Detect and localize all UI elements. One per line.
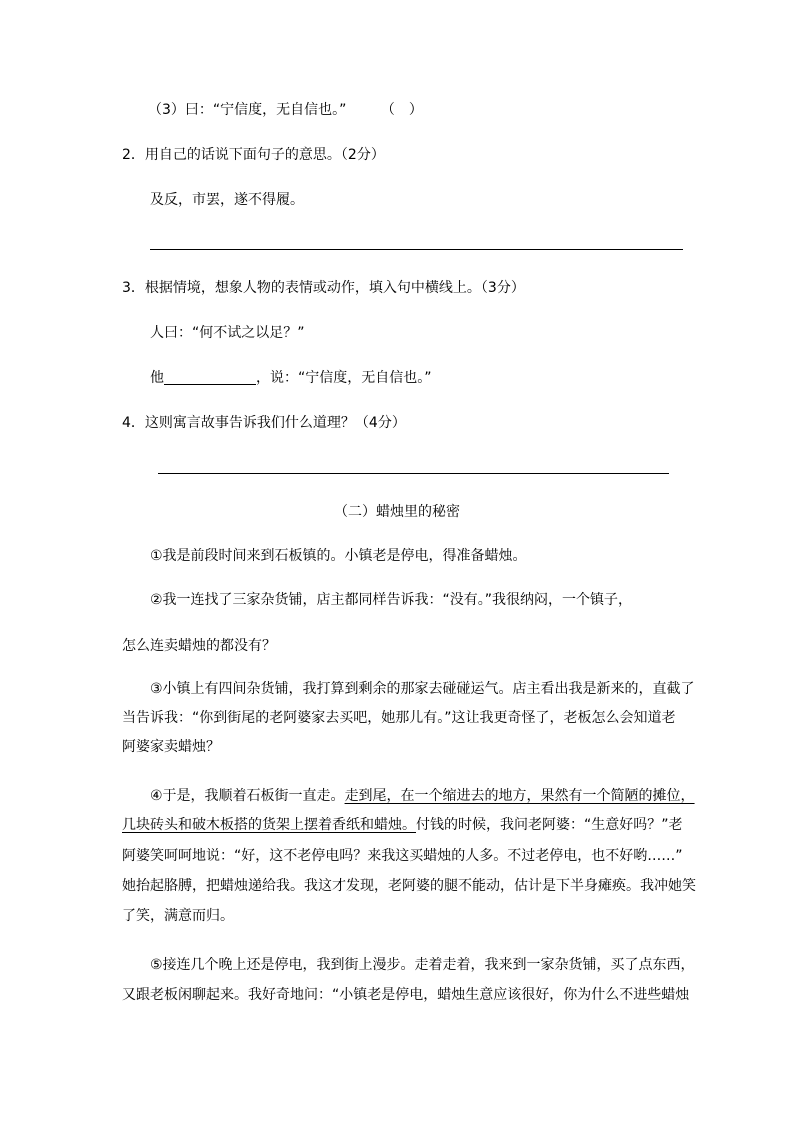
underlined-sentence: 走到尾，在一个缩进去的地方，果然有一个简陋的摊位， xyxy=(344,788,695,804)
paragraph-4-line-1 xyxy=(150,786,695,806)
paragraph-3-line-3: 阿婆家卖蜡烛？ xyxy=(122,739,220,755)
fill-in-blank[interactable] xyxy=(164,370,256,385)
question-3-subject: 他 xyxy=(150,370,164,386)
paragraph-4-line-5: 了笑，满意而归。 xyxy=(122,908,234,924)
paragraph-3-line-2: 当告诉我：“你到街尾的老阿婆家去买吧，她那儿有。”这让我更奇怪了，老板怎么会知道老 xyxy=(122,710,676,726)
paragraph-4-line-3: 阿婆笑呵呵地说：“好，这不老停电吗？来我这买蜡烛的人多。不过老停电，也不好哟……” xyxy=(122,848,683,864)
question-1-3 xyxy=(148,100,423,120)
question-3-line-1: 人曰：“何不试之以足？” xyxy=(150,325,305,341)
paragraph-1: ①我是前段时间来到石板镇的。小镇老是停电，得准备蜡烛。 xyxy=(150,548,527,564)
answer-line-q4[interactable] xyxy=(158,473,669,474)
paragraph-4-text: ④于是，我顺着石板街一直走。 xyxy=(150,788,345,804)
paragraph-2-line-2: 怎么连卖蜡烛的都没有？ xyxy=(122,638,276,654)
question-1-3-text: （3）曰：“宁信度，无自信也。” xyxy=(148,102,347,118)
question-3-prompt: 3．根据情境，想象人物的表情或动作，填入句中横线上。（3分） xyxy=(122,280,525,296)
answer-parentheses: （ ） xyxy=(380,102,423,118)
section-title: （二）蜡烛里的秘密 xyxy=(334,504,460,520)
paragraph-5-line-2: 又跟老板闲聊起来。我好奇地问：“小镇老是停电，蜡烛生意应该很好，你为什么不进些蜡烛 xyxy=(122,987,690,1003)
question-4-prompt: 4．这则寓言故事告诉我们什么道理？（4分） xyxy=(122,415,406,431)
paragraph-4-line-4: 她抬起胳膊，把蜡烛递给我。我这才发现，老阿婆的腿不能动，估计是下半身瘫痪。我冲她笑 xyxy=(122,878,696,894)
paragraph-4-text: 付钱的时候，我问老阿婆：“生意好吗？”老 xyxy=(416,817,683,833)
question-2-sentence: 及反，市罢，遂不得履。 xyxy=(150,192,304,208)
paragraph-2-line-1: ②我一连找了三家杂货铺，店主都同样告诉我：“没有。”我很纳闷，一个镇子， xyxy=(150,592,633,608)
question-2-prompt: 2．用自己的话说下面句子的意思。（2分） xyxy=(122,147,385,163)
paragraph-4-line-2 xyxy=(122,815,683,835)
underlined-sentence-end: 几块砖头和破木板搭的货架上摆着香纸和蜡烛。 xyxy=(122,817,416,833)
answer-line-q2[interactable] xyxy=(150,249,683,250)
question-3-line-2 xyxy=(150,368,432,388)
paragraph-3-line-1: ③小镇上有四间杂货铺，我打算到剩余的那家去碰碰运气。店主看出我是新来的，直截了 xyxy=(150,681,695,697)
question-3-line-2-rest: ，说：“宁信度，无自信也。” xyxy=(256,370,432,386)
paragraph-5-line-1: ⑤接连几个晚上还是停电，我到街上漫步。走着走着，我来到一家杂货铺，买了点东西， xyxy=(150,957,695,973)
